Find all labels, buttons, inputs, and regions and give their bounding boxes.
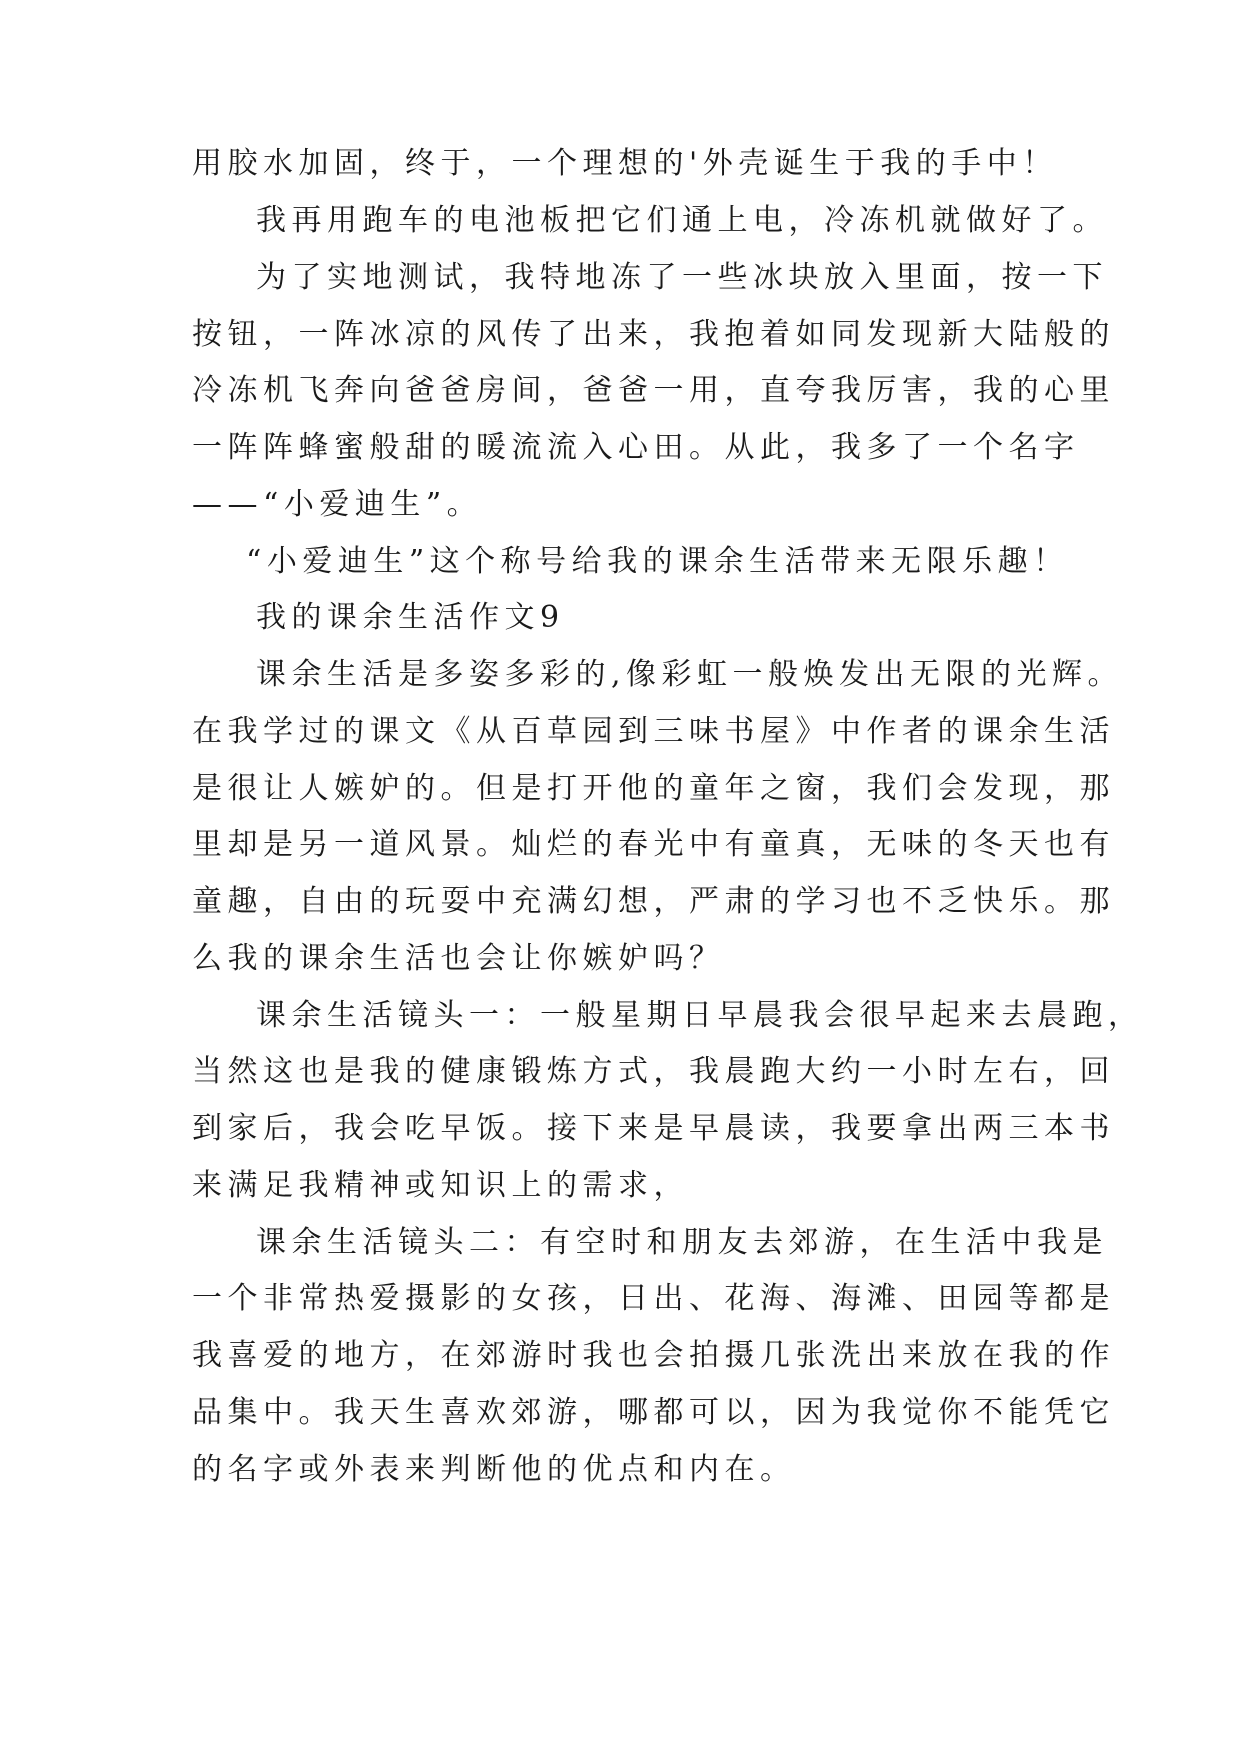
text-line: 是很让人嫉妒的。但是打开他的童年之窗，我们会发现，那 <box>192 771 1115 806</box>
text-line: 我再用跑车的电池板把它们通上电，冷冻机就做好了。 <box>256 203 1108 238</box>
text-line: 童趣，自由的玩耍中充满幻想，严肃的学习也不乏快乐。那 <box>192 884 1115 919</box>
text-line: 到家后，我会吃早饭。接下来是早晨读，我要拿出两三本书 <box>192 1111 1115 1146</box>
text-line: 用胶水加固，终于，一个理想的'外壳诞生于我的手中！ <box>192 146 1058 181</box>
text-line: 里却是另一道风景。灿烂的春光中有童真，无味的冬天也有 <box>192 827 1115 862</box>
text-line: 么我的课余生活也会让你嫉妒吗？ <box>192 941 725 976</box>
text-line: “小爱迪生”这个称号给我的课余生活带来无限乐趣！ <box>246 544 1069 579</box>
text-line: 一个非常热爱摄影的女孩，日出、花海、海滩、田园等都是 <box>192 1281 1115 1316</box>
text-line: 在我学过的课文《从百草园到三味书屋》中作者的课余生活 <box>192 714 1115 749</box>
text-line: 来满足我精神或知识上的需求， <box>192 1168 689 1203</box>
text-line: 课余生活镜头二：有空时和朋友去郊游，在生活中我是 <box>256 1225 1108 1260</box>
section-heading: 我的课余生活作文9 <box>256 600 565 635</box>
text-line: 品集中。我天生喜欢郊游，哪都可以，因为我觉你不能凭它 <box>192 1395 1115 1430</box>
text-line: 为了实地测试，我特地冻了一些冰块放入里面，按一下 <box>256 260 1108 295</box>
text-line: 冷冻机飞奔向爸爸房间，爸爸一用，直夸我厉害，我的心里 <box>192 373 1115 408</box>
text-line: 课余生活镜头一：一般星期日早晨我会很早起来去晨跑， <box>256 998 1144 1033</box>
text-line: ——“小爱迪生”。 <box>192 487 483 522</box>
text-line: 课余生活是多姿多彩的,像彩虹一般焕发出无限的光辉。 <box>256 657 1124 692</box>
text-line: 的名字或外表来判断他的优点和内在。 <box>192 1452 796 1487</box>
text-line: 一阵阵蜂蜜般甜的暖流流入心田。从此，我多了一个名字 <box>192 430 1080 465</box>
text-line: 当然这也是我的健康锻炼方式，我晨跑大约一小时左右，回 <box>192 1054 1115 1089</box>
text-line: 我喜爱的地方，在郊游时我也会拍摄几张洗出来放在我的作 <box>192 1338 1115 1373</box>
text-line: 按钮，一阵冰凉的风传了出来，我抱着如同发现新大陆般的 <box>192 317 1115 352</box>
